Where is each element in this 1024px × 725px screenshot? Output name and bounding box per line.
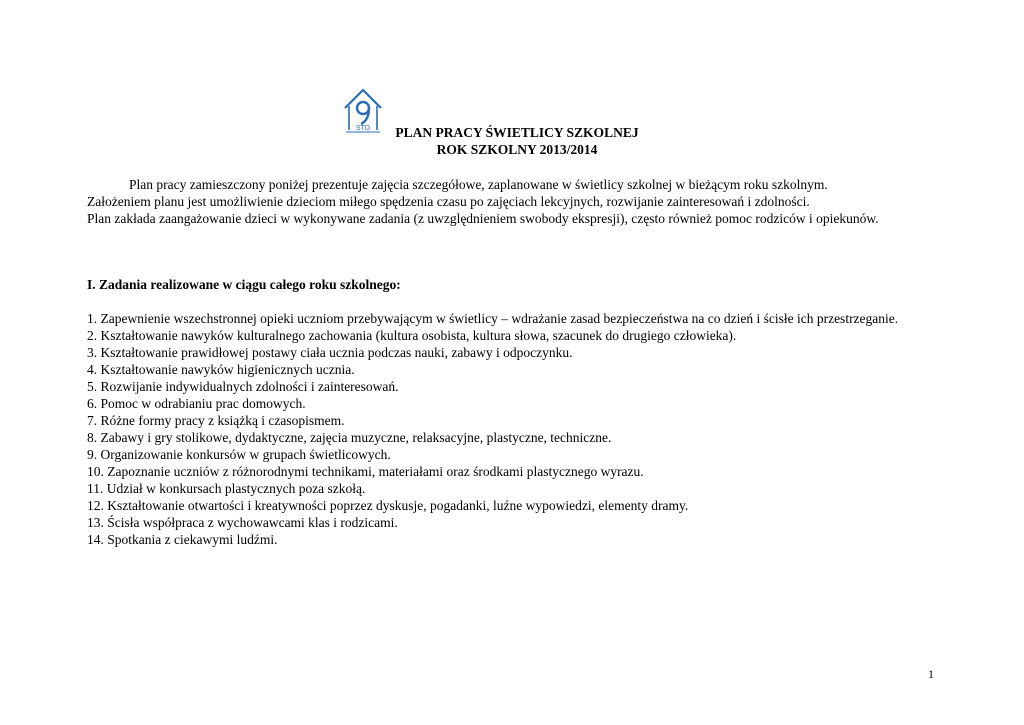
list-item: 1. Zapewnienie wszechstronnej opieki uczniom przebywającym w świetlicy – wdrażanie zasad bezpieczeństwa na co dzień i ścisłe ich przestrzeganie. — [87, 311, 899, 326]
list-item: 10. Zapoznanie uczniów z różnorodnymi technikami, materiałami oraz środkami plastycznego wyrazu. — [87, 464, 644, 479]
list-item: 11. Udział w konkursach plastycznych poza szkołą. — [87, 481, 366, 496]
list-item: 12. Kształtowanie otwartości i kreatywności poprzez dyskusje, pogadanki, luźne wypowiedzi, elementy dramy. — [87, 498, 689, 513]
list-item: 6. Pomoc w odrabianiu prac domowych. — [87, 396, 306, 411]
intro-paragraph-1: Plan pracy zamieszczony poniżej prezentuje zajęcia szczegółowe, zaplanowane w świetlicy szkolnej w bieżącym roku szkolnym. — [129, 177, 828, 192]
list-item: 14. Spotkania z ciekawymi ludźmi. — [87, 532, 278, 547]
list-item: 5. Rozwijanie indywidualnych zdolności i zainteresowań. — [87, 379, 399, 394]
list-item: 2. Kształtowanie nawyków kulturalnego zachowania (kultura osobista, kultura słowa, szacunek do drugiego człowieka). — [87, 328, 737, 343]
intro-paragraph-2: Założeniem planu jest umożliwienie dzieciom miłego spędzenia czasu po zajęciach lekcyjnych, rozwijanie zainteresowań i zdolności. — [87, 194, 810, 209]
list-item: 4. Kształtowanie nawyków higienicznych ucznia. — [87, 362, 355, 377]
logo-text: STO — [355, 125, 371, 132]
list-item: 3. Kształtowanie prawidłowej postawy ciała ucznia podczas nauki, zabawy i odpoczynku. — [87, 345, 573, 360]
list-item: 9. Organizowanie konkursów w grupach świetlicowych. — [87, 447, 391, 462]
list-item: 8. Zabawy i gry stolikowe, dydaktyczne, zajęcia muzyczne, relaksacyjne, plastyczne, techniczne. — [87, 430, 612, 445]
list-item: 13. Ścisła współpraca z wychowawcami klas i rodzicami. — [87, 515, 398, 530]
intro — [87, 176, 907, 227]
page-title: PLAN PRACY ŚWIETLICY SZKOLNEJ — [395, 125, 639, 140]
task-list — [87, 310, 907, 548]
page-number: 1 — [928, 667, 934, 681]
list-item: 7. Różne formy pracy z książką i czasopismem. — [87, 413, 345, 428]
page-subtitle: ROK SZKOLNY 2013/2014 — [436, 142, 598, 157]
section-heading: I. Zadania realizowane w ciągu całego roku szkolnego: — [87, 277, 401, 292]
intro-paragraph-3: Plan zakłada zaangażowanie dzieci w wykonywane zadania (z uwzględnieniem swobody ekspresji), często również pomoc rodziców i opiekunów. — [87, 211, 879, 226]
header — [376, 124, 658, 158]
